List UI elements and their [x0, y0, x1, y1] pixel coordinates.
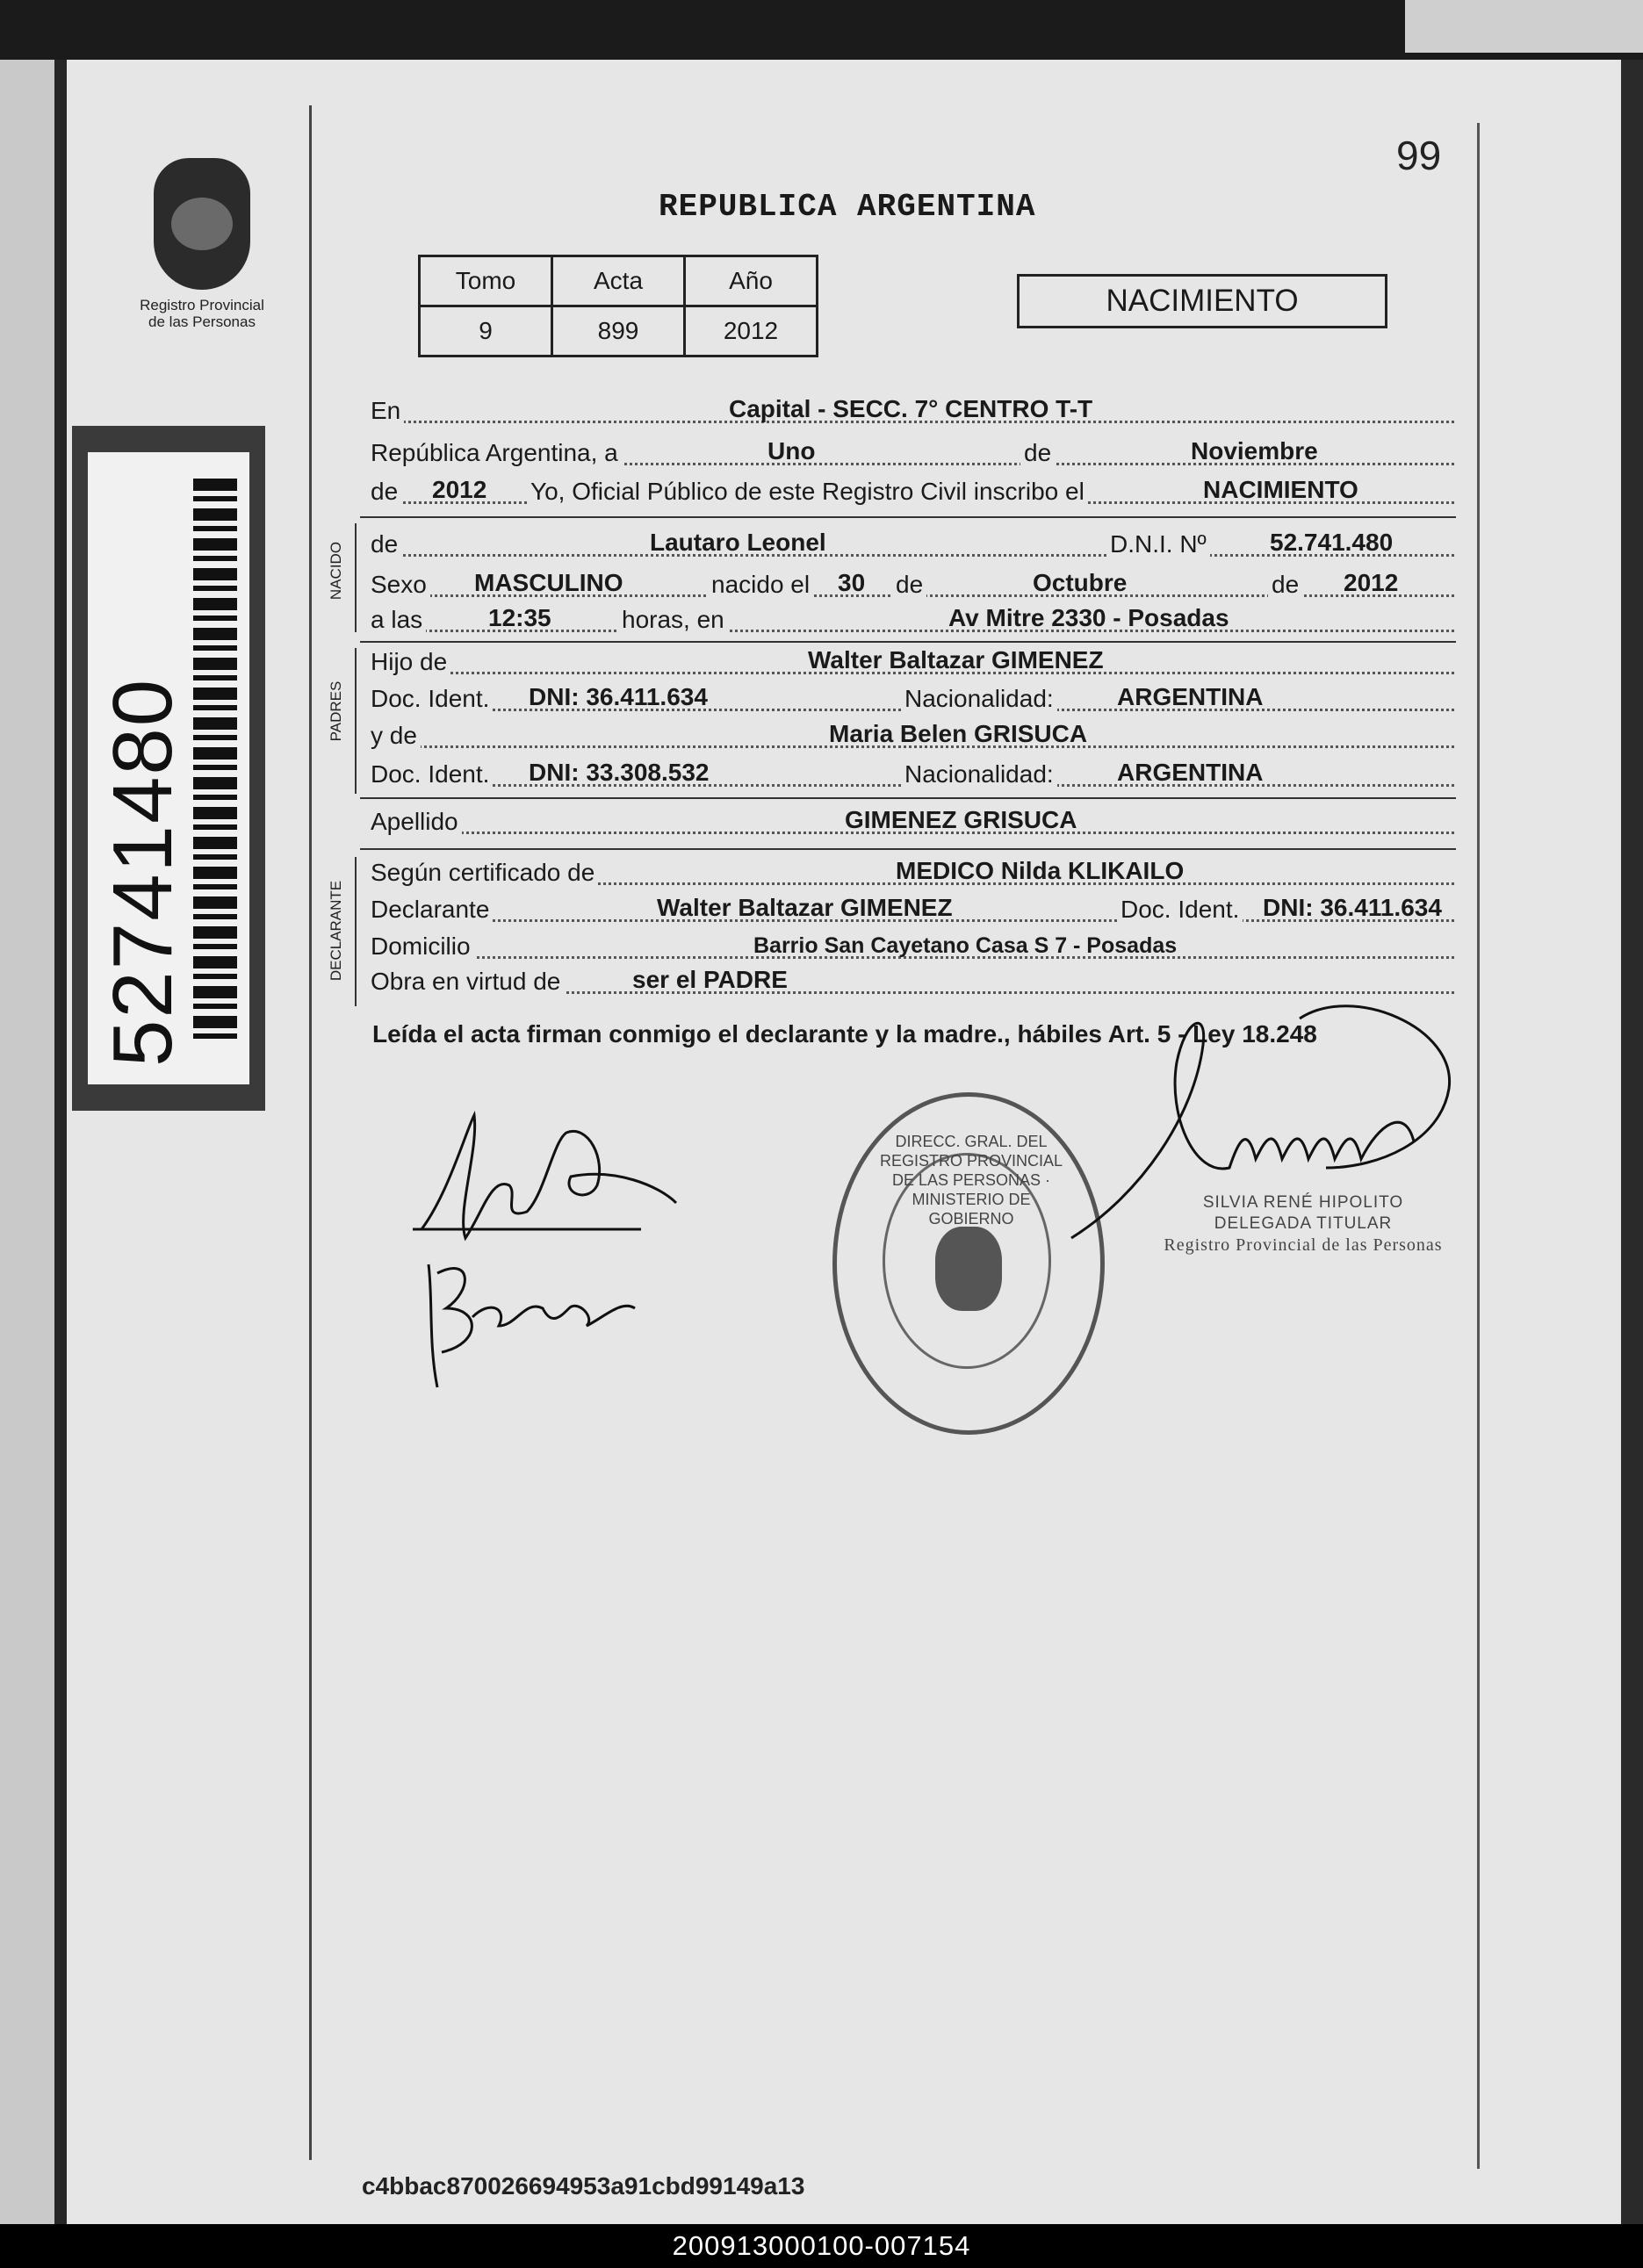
value-domicilio: Barrio San Cayetano Casa S 7 - Posadas: [753, 933, 1178, 958]
book-spine: [54, 60, 67, 2224]
value-nac-anio: 2012: [1344, 569, 1399, 596]
value-anio: 2012: [432, 476, 487, 503]
label-republica: República Argentina, a: [371, 439, 622, 467]
registry-header-tomo: Tomo: [420, 256, 552, 306]
value-madre-doc: DNI: 33.308.532: [529, 759, 710, 786]
value-certificado: MEDICO Nilda KLIKAILO: [896, 857, 1185, 884]
form-line-declarante: [371, 892, 1454, 927]
barcode-icon: [193, 479, 237, 1040]
stamp-emblem-icon: [935, 1227, 1002, 1311]
form-line-nombre: [371, 527, 1454, 562]
label-padre-doc: Doc. Ident.: [371, 685, 493, 713]
official-registry: Registro Provincial de las Personas: [1164, 1235, 1443, 1255]
label-en: En: [371, 397, 404, 425]
photo-top-edge: [0, 0, 1643, 60]
label-de-mes: de: [1020, 439, 1055, 467]
registry-header-acta: Acta: [552, 256, 685, 306]
value-lugar-nac: Av Mitre 2330 - Posadas: [948, 604, 1229, 631]
value-padre-nac: ARGENTINA: [1117, 683, 1264, 710]
form-line-apellido: [371, 804, 1454, 839]
label-nacido-el: nacido el: [708, 571, 813, 599]
value-madre-nac: ARGENTINA: [1117, 759, 1264, 786]
value-mes: Noviembre: [1191, 437, 1318, 464]
separator-declarante: [360, 848, 1456, 850]
section-label-declarante: DECLARANTE: [328, 880, 344, 982]
form-line-anio: [371, 474, 1454, 509]
label-declarante-doc: Doc. Ident.: [1117, 896, 1243, 924]
label-de-anio: de: [371, 478, 401, 506]
label-domicilio: Domicilio: [371, 932, 474, 961]
stamp-text: DIRECC. GRAL. DEL REGISTRO PROVINCIAL DE LAS PERSONAS · MINISTERIO DE GOBIERNO: [879, 1133, 1063, 1228]
bracket-padres: [355, 648, 357, 794]
label-apellido: Apellido: [371, 808, 462, 836]
label-y-de: y de: [371, 722, 421, 750]
value-declarante: Walter Baltazar GIMENEZ: [657, 894, 953, 921]
official-role: DELEGADA TITULAR: [1214, 1214, 1393, 1233]
registry-table-header-row: [420, 256, 818, 306]
label-padre-nacionalidad: Nacionalidad:: [901, 685, 1057, 713]
value-dia: Uno: [767, 437, 816, 464]
label-de-nac-mes: de: [892, 571, 926, 599]
value-lugar: Capital - SECC. 7° CENTRO T-T: [729, 395, 1093, 422]
value-padre: Walter Baltazar GIMENEZ: [808, 646, 1104, 673]
registry-value-acta: 899: [552, 306, 685, 356]
label-oficial: Yo, Oficial Público de este Registro Civil inscribo el: [527, 478, 1088, 506]
form-line-domicilio: [371, 929, 1454, 964]
right-margin-rule: [1477, 123, 1480, 2169]
official-signature-block: [1163, 1192, 1444, 1256]
label-sexo: Sexo: [371, 571, 430, 599]
value-declarante-doc: DNI: 36.411.634: [1263, 894, 1442, 921]
form-line-republica: [371, 436, 1454, 471]
book-left-page-edge: [0, 60, 54, 2224]
barcode-sticker: [72, 426, 265, 1111]
logo-caption-line2: de las Personas: [148, 313, 256, 330]
label-de-nac-anio: de: [1268, 571, 1302, 599]
value-madre: Maria Belen GRISUCA: [829, 720, 1088, 747]
label-madre-doc: Doc. Ident.: [371, 760, 493, 788]
label-dni: D.N.I. Nº: [1106, 530, 1210, 558]
form-line-madre-doc: [371, 757, 1454, 792]
official-name: SILVIA RENÉ HIPOLITO: [1202, 1193, 1404, 1212]
form-line-padre: [371, 644, 1454, 680]
separator-padres: [360, 641, 1456, 643]
declarant-signature: [413, 1106, 703, 1256]
section-label-padres: PADRES: [328, 680, 344, 742]
registry-value-tomo: 9: [420, 306, 552, 356]
provincial-shield-icon: [154, 158, 250, 290]
form-line-madre: [371, 718, 1454, 753]
value-apellido: GIMENEZ GRISUCA: [845, 806, 1077, 833]
value-hora: 12:35: [488, 604, 551, 631]
separator-apellido: [360, 797, 1456, 799]
label-obra: Obra en virtud de: [371, 968, 564, 996]
closing-statement: Leída el acta firman conmigo el declarante y la madre., hábiles Art. 5 - Ley 18.248: [372, 1020, 1317, 1048]
page-number: 99: [1396, 133, 1442, 178]
value-nac-dia: 30: [838, 569, 866, 596]
value-nac-mes: Octubre: [1033, 569, 1128, 596]
form-line-sexo: [371, 567, 1454, 602]
value-dni: 52.741.480: [1270, 529, 1394, 556]
act-type-box: NACIMIENTO: [1017, 274, 1387, 328]
form-line-hora: [371, 602, 1454, 637]
bracket-nacido: [355, 523, 357, 632]
registry-value-anio: 2012: [685, 306, 818, 356]
label-de-nombre: de: [371, 530, 401, 558]
value-padre-doc: DNI: 36.411.634: [529, 683, 708, 710]
label-horas-en: horas, en: [618, 606, 728, 634]
barcode-number: 52741480: [96, 677, 190, 1067]
registry-header-anio: Año: [685, 256, 818, 306]
label-a-las: a las: [371, 606, 426, 634]
section-label-nacido: NACIDO: [328, 541, 344, 601]
logo-caption: [123, 297, 281, 330]
photo-top-light-area: [1405, 0, 1643, 53]
value-inscripcion: NACIMIENTO: [1203, 476, 1358, 503]
label-hijo-de: Hijo de: [371, 648, 450, 676]
value-obra: ser el PADRE: [632, 966, 788, 993]
registry-table: [418, 255, 818, 357]
photo-right-edge: [1621, 60, 1643, 2224]
logo-caption-line1: Registro Provincial: [140, 297, 264, 313]
document-title: REPUBLICA ARGENTINA: [659, 189, 1036, 225]
value-sexo: MASCULINO: [474, 569, 623, 596]
label-declarante: Declarante: [371, 896, 493, 924]
mother-signature: [420, 1247, 648, 1396]
label-certificado: Según certificado de: [371, 859, 598, 887]
form-line-certificado: [371, 855, 1454, 890]
bracket-declarante: [355, 857, 357, 1006]
form-line-en: [371, 393, 1454, 428]
separator-nacido: [360, 516, 1456, 518]
barcode-sticker-face: [88, 452, 249, 1084]
registry-logo: [123, 158, 281, 351]
registry-table-value-row: [420, 306, 818, 356]
left-margin-rule: [309, 105, 312, 2160]
document-hash: c4bbac870026694953a91cbd99149a13: [362, 2172, 805, 2200]
footer-id: 200913000100-007154: [0, 2224, 1643, 2268]
form-line-padre-doc: [371, 681, 1454, 716]
label-madre-nacionalidad: Nacionalidad:: [901, 760, 1057, 788]
value-nombre: Lautaro Leonel: [650, 529, 826, 556]
